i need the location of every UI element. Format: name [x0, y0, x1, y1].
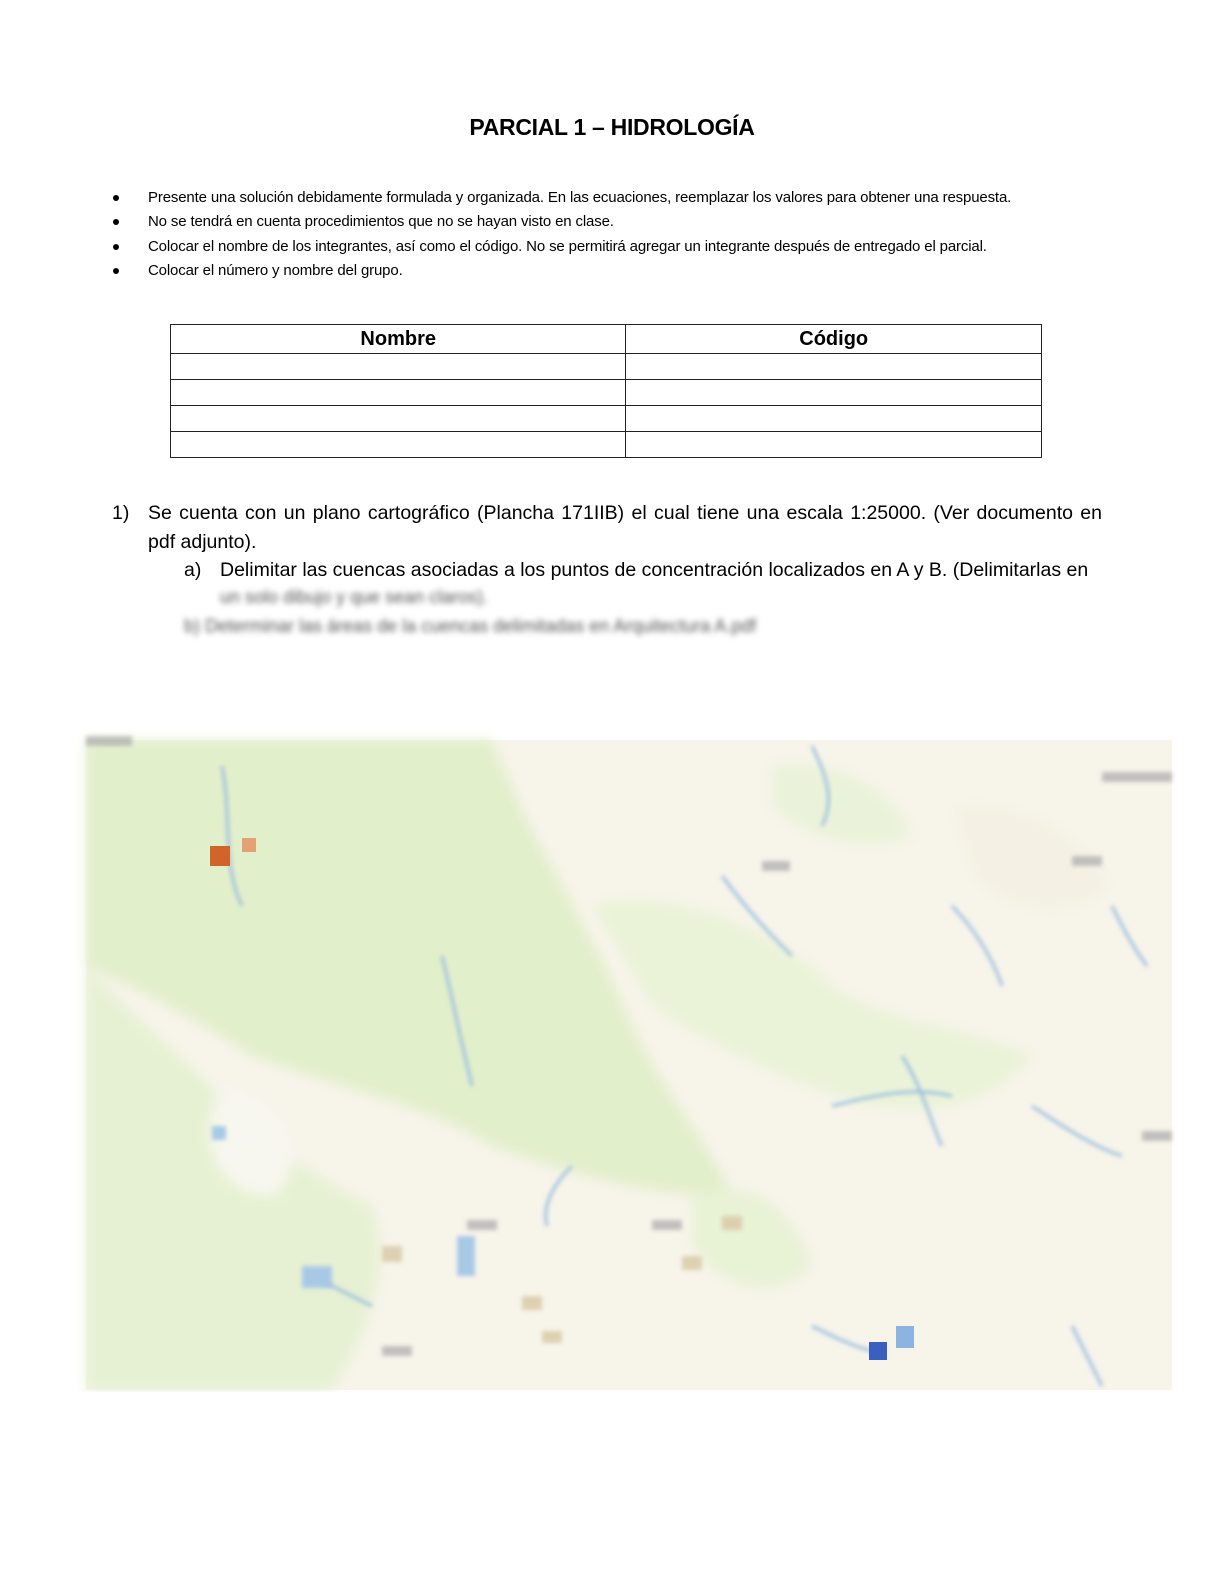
question-1a [184, 556, 1102, 585]
header-codigo: Código [626, 325, 1042, 354]
point-b-label-icon [896, 1326, 914, 1348]
nombre-cell[interactable] [171, 406, 626, 432]
nombre-cell[interactable] [171, 380, 626, 406]
subquestion-text: Delimitar las cuencas asociadas a los puntos de concentración localizados en A y B. (Delimitarlas en [220, 559, 1089, 581]
topographic-map [72, 726, 1176, 1392]
nombre-cell[interactable] [171, 354, 626, 380]
question-text: Se cuenta con un plano cartográfico (Plancha 171IIB) el cual tiene una escala 1:25000. (Ver documento en pdf adjunto). [148, 502, 1102, 553]
bullet-icon [113, 219, 119, 225]
bullet-icon [113, 195, 119, 201]
instruction-item [108, 210, 1118, 234]
question-1 [112, 499, 1102, 557]
bullet-icon [113, 268, 119, 274]
instruction-text: Presente una solución debidamente formulada y organizada. En las ecuaciones, reemplazar los valores para obtener una respuesta. [148, 189, 1012, 206]
table-header-row [171, 325, 1042, 354]
table-row [171, 380, 1042, 406]
header-nombre: Nombre [171, 325, 626, 354]
instruction-text: No se tendrá en cuenta procedimientos que no se hayan visto en clase. [148, 213, 614, 231]
blurred-continuation-text: un solo dibujo y que sean claros). [220, 587, 489, 607]
subquestion-label: a) [184, 559, 202, 581]
instruction-text: Colocar el nombre de los integrantes, así como el código. No se permitirá agregar un integrante después de entregado el parcial. [148, 237, 987, 255]
nombre-cell[interactable] [171, 432, 626, 458]
map-image [72, 726, 1176, 1392]
instruction-item [108, 186, 1118, 210]
instructions-list [108, 186, 1118, 283]
point-a-square-icon [210, 846, 230, 866]
table-row [171, 354, 1042, 380]
point-b-square-icon [869, 1342, 887, 1360]
question-number: 1) [112, 502, 130, 524]
table-row [171, 406, 1042, 432]
instruction-item [108, 235, 1118, 259]
instruction-item [108, 259, 1118, 283]
table-row [171, 432, 1042, 458]
page-title: PARCIAL 1 – HIDROLOGÍA [469, 114, 755, 140]
bullet-icon [113, 244, 119, 250]
point-a-label-icon [242, 838, 256, 852]
codigo-cell[interactable] [626, 432, 1042, 458]
codigo-cell[interactable] [626, 406, 1042, 432]
codigo-cell[interactable] [626, 354, 1042, 380]
instruction-text: Colocar el número y nombre del grupo. [148, 261, 403, 279]
members-table [170, 324, 1042, 458]
blurred-question-1b: b) Determinar las áreas de la cuencas delimitadas en Arquitectura A.pdf [184, 616, 757, 636]
codigo-cell[interactable] [626, 380, 1042, 406]
